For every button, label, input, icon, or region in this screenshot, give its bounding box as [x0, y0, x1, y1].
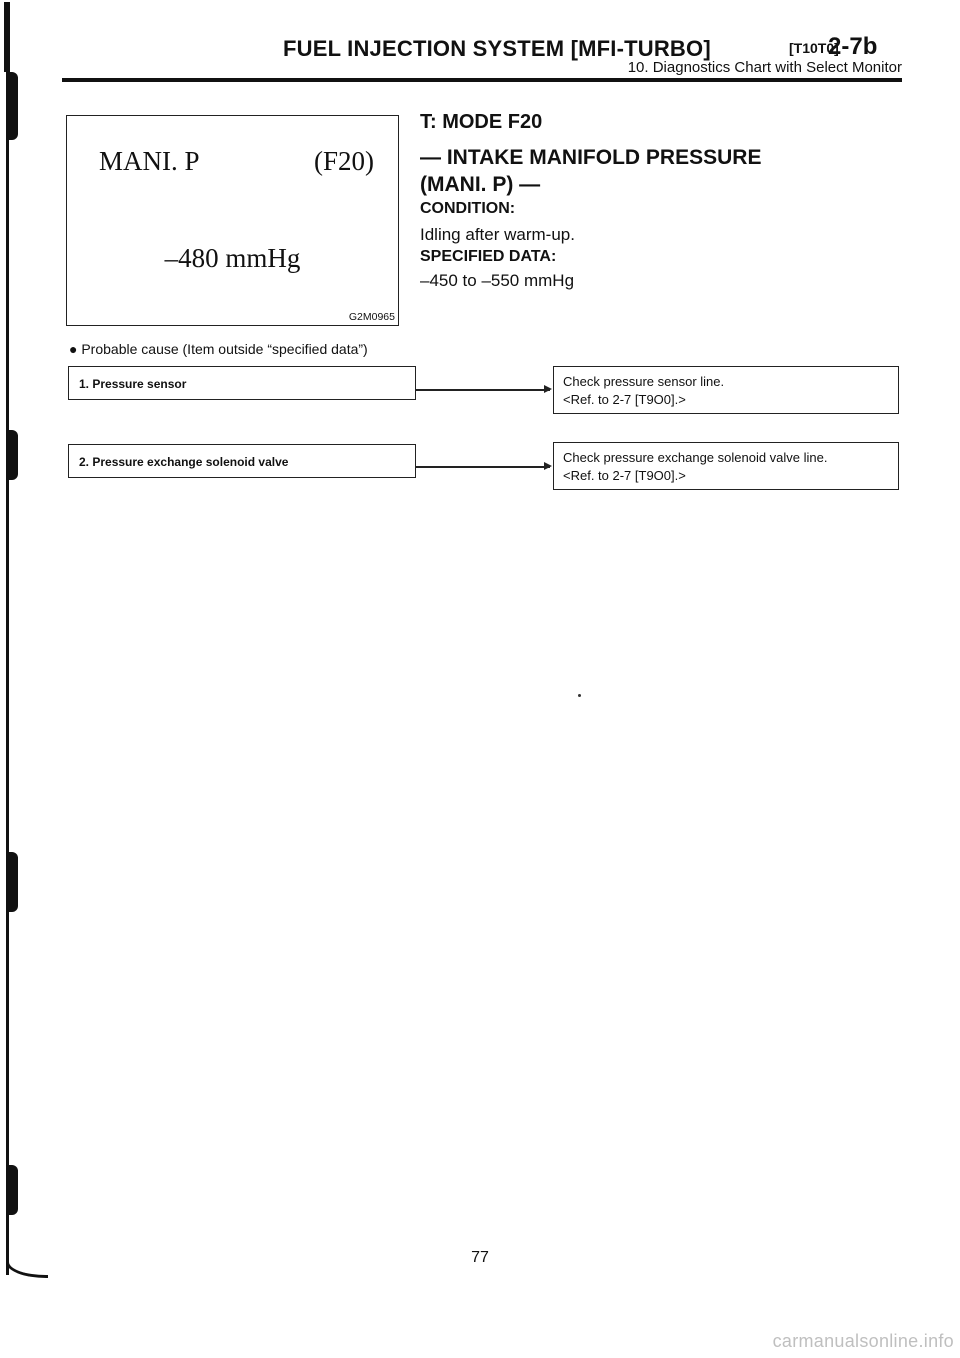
condition-text: Idling after warm-up.	[420, 225, 575, 244]
section-number: 2-7b	[828, 33, 878, 60]
spec-text: –450 to –550 mmHg	[420, 271, 575, 290]
display-mode: (F20)	[314, 146, 374, 176]
check-reference: <Ref. to 2-7 [T9O0].>	[563, 468, 686, 483]
check-item-pressure-exchange-valve	[553, 442, 899, 490]
page-subtitle: 10. Diagnostics Chart with Select Monitor	[627, 59, 902, 76]
condition-heading: CONDITION:	[420, 200, 516, 217]
check-line: Check pressure exchange solenoid valve line.	[563, 450, 828, 465]
binding-tab	[8, 72, 18, 140]
flow-connector	[416, 466, 550, 468]
check-reference: <Ref. to 2-7 [T9O0].>	[563, 392, 686, 407]
page-number: 77	[471, 1249, 489, 1266]
mode-title: T: MODE F20	[420, 111, 543, 133]
check-line: Check pressure sensor line.	[563, 374, 725, 389]
section-heading: — INTAKE MANIFOLD PRESSURE (MANI. P) —	[420, 146, 762, 196]
flow-connector	[416, 389, 550, 391]
monitor-display-figure	[66, 115, 399, 326]
watermark-text: carmanualsonline.info	[772, 1331, 954, 1351]
check-item-pressure-sensor	[553, 366, 899, 414]
figure-id: G2M0965	[348, 311, 395, 323]
page-title: FUEL INJECTION SYSTEM [MFI-TURBO]	[283, 36, 711, 61]
section-code: [T10T0]	[789, 40, 839, 56]
arrow-right-icon	[544, 385, 552, 393]
cause-item-pressure-sensor: 1. Pressure sensor	[68, 366, 416, 400]
probable-cause-heading: ● Probable cause (Item outside “specified data”)	[69, 341, 368, 357]
header-rule	[62, 78, 902, 82]
cause-item-pressure-exchange-valve: 2. Pressure exchange solenoid valve	[68, 444, 416, 478]
binding-edge	[6, 60, 9, 1275]
scan-speck	[578, 694, 581, 697]
binding-tab	[8, 1165, 18, 1215]
display-label: MANI. P	[99, 146, 200, 176]
spec-heading: SPECIFIED DATA:	[420, 248, 557, 265]
binding-tab	[8, 430, 18, 480]
display-value: –480 mmHg	[164, 243, 301, 273]
arrow-right-icon	[544, 462, 552, 470]
binding-tab	[8, 852, 18, 912]
